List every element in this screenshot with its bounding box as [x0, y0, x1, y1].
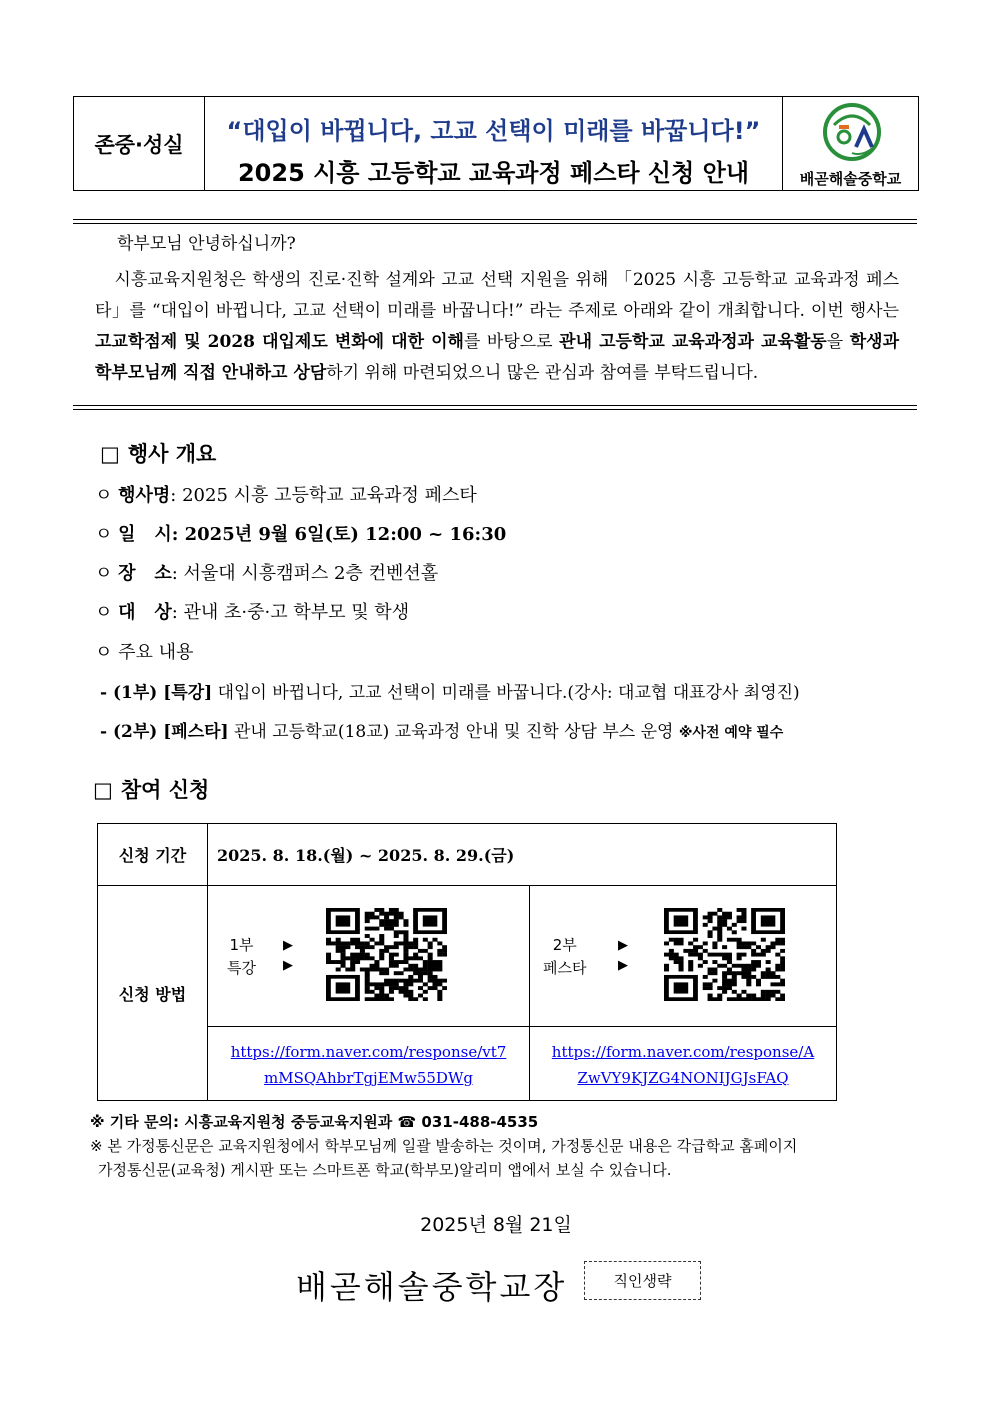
qr-cell-part1: [208, 886, 530, 1027]
principal-signature: 배곧해솔중학교장: [296, 1268, 568, 1306]
link-part2[interactable]: https://form.naver.com/response/A ZwVY9KJZG4NONIJGJsFAQ: [551, 1043, 815, 1087]
title-cell: [205, 97, 783, 190]
part1-caption: 1부 특강: [227, 936, 256, 977]
intro-paragraph: 시흥교육지원청은 학생의 진로·진학 설계와 고교 선택 지원을 위해 「2025 시흥 고등학교 교육과정 페스타」를 “대입이 바뀝니다, 고교 선택이 미래를 바꿉니다!” 라는 주제로 아래와 같이 개최합니다. 이번 행사는 고교학점제 및 2028 대입제도 변화에 대한 이해를 바탕으로 관내 고등학교 교육과정과 교육활동을 학생과 학부모님께 직접 안내하고 상담하기 위해 마련되었으니 많은 관심과 참여를 부탁드립니다.: [95, 270, 899, 383]
period-label: 신청 기간: [98, 824, 208, 886]
notes: [90, 1110, 797, 1182]
note-line1: ※ 본 가정통신문은 교육지원청에서 학부모님께 일괄 발송하는 것이며, 가정통신문 내용은 각급학교 홈페이지: [90, 1137, 798, 1155]
event-target-row: ㅇ 대 상: 관내 초·중·고 학부모 및 학생: [95, 602, 410, 623]
school-logo-icon: [822, 101, 882, 163]
page-title: 2025 시흥 고등학교 교육과정 페스타 신청 안내: [237, 159, 750, 187]
event-name-row: ㅇ 행사명: 2025 시흥 고등학교 교육과정 페스타: [95, 485, 477, 506]
divider: [73, 405, 917, 410]
section-heading-apply: □ 참여 신청: [93, 778, 210, 802]
apply-table: [97, 823, 837, 1101]
divider: [73, 219, 917, 224]
qr-code-part2-icon[interactable]: [664, 908, 785, 1001]
method-label: 신청 방법: [98, 886, 208, 1100]
title-slogan: “대입이 바뀝니다, 고교 선택이 미래를 바꿉니다!”: [226, 117, 761, 145]
header-box: [73, 96, 919, 191]
event-date-row: ㅇ 일 시: 2025년 9월 6일(토) 12:00 ~ 16:30: [95, 524, 507, 545]
qr-cell-part2: [530, 886, 836, 1027]
arrow-icon: ▶ ▶: [618, 938, 628, 973]
arrow-icon: ▶ ▶: [283, 938, 293, 973]
event-content-row: ㅇ 주요 내용: [95, 642, 194, 663]
part2-row: - (2부) [페스타] 관내 고등학교(18교) 교육과정 안내 및 진학 상담 부스 운영 ※사전 예약 필수: [100, 722, 784, 742]
school-name-logo-text: 배곧해솔중학교: [799, 170, 902, 188]
stamp-omitted: 직인생략: [584, 1261, 701, 1300]
school-logo: [783, 97, 918, 190]
greeting: 학부모님 안녕하십니까?: [117, 234, 296, 254]
part2-caption: 2부 페스타: [543, 936, 587, 977]
link-part1[interactable]: https://form.naver.com/response/vt7 mMSQAhbrTgjEMw55DWg: [208, 1027, 530, 1100]
event-place-row: ㅇ 장 소: 서울대 시흥캠퍼스 2층 컨벤션홀: [95, 563, 439, 584]
period-value: 2025. 8. 18.(월) ~ 2025. 8. 29.(금): [208, 824, 836, 886]
part1-row: - (1부) [특강] 대입이 바뀝니다, 고교 선택이 미래를 바꿉니다.(강사: 대교협 대표강사 최영진): [100, 683, 800, 703]
issue-date: 2025년 8월 21일: [420, 1214, 572, 1236]
section-heading-overview: □ 행사 개요: [100, 442, 217, 466]
school-motto: 존중·성실: [74, 97, 205, 190]
note-line2: 가정통신문(교육청) 게시판 또는 스마트폰 학교(학부모)알리미 앱에서 보실 수 있습니다.: [98, 1161, 672, 1179]
contact-note: ※ 기타 문의: 시흥교육지원청 중등교육지원과 ☎ 031-488-4535: [90, 1113, 539, 1131]
qr-code-part1-icon[interactable]: [326, 908, 447, 1001]
